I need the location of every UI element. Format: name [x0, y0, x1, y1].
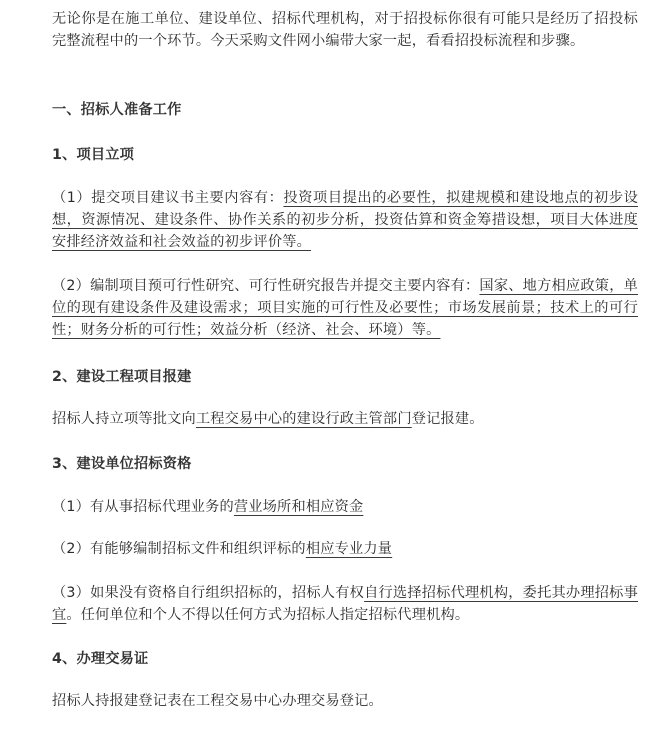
paragraph-text: （2）编制项目预可行性研究、可行性研究报告并提交主要内容有：: [52, 278, 480, 294]
paragraph-text: （3）如果没有资格自行组织招标的，招标人有权: [52, 585, 365, 601]
paragraph-text: （1）有从事招标代理业务的: [52, 499, 234, 515]
subsection-title-project-approval: 1、项目立项: [52, 147, 135, 163]
subsection-title-trade-certificate: 4、办理交易证: [52, 651, 149, 667]
underlined-text: 相应专业力量: [305, 541, 393, 557]
paragraph-text: （1）提交项目建议书主要内容有：: [52, 190, 284, 206]
paragraph-text: 。任何单位和个人不得以任何方式为招标人指定招标代理机构。: [66, 607, 470, 623]
paragraph-text: （2）有能够编制招标文件和组织评标的: [52, 541, 306, 557]
paragraph-registration: [52, 408, 638, 430]
underlined-text: 国家、地方相应政策，单位的现有建设条件及建设需求；项目实施的可行性及必要性；市场发展前景；技术上的可行性；财务分析的可行性；效益分析（经济、社会、环境）等。: [52, 278, 639, 338]
underlined-text: 营业场所和相应资金: [233, 499, 364, 515]
paragraph-trade-certificate: 招标人持报建登记表在工程交易中心办理交易登记。: [52, 693, 383, 709]
paragraph-qualification-1: [52, 496, 638, 518]
paragraph-text: 招标人持立项等批文向: [52, 411, 196, 427]
paragraph-text: 登记报建。: [411, 411, 484, 427]
subsection-title-qualification: 3、建设单位招标资格: [52, 456, 192, 472]
paragraph-feasibility-study: [52, 275, 638, 341]
underlined-text: 投资项目提出的必要性，拟建规模和建设地点的初步设想，资源情况、建设条件、协作关系的初步分析，投资估算和资金筹措设想，项目大体进度安排经济效益和社会效益的初步评价等。: [52, 190, 638, 250]
underlined-text: 自行选择招标代理机构，委托其办理招标事宜: [52, 585, 638, 623]
section-title: 一、招标人准备工作: [52, 102, 182, 118]
paragraph-qualification-3: [52, 582, 638, 626]
paragraph-qualification-2: [52, 538, 638, 560]
subsection-title-registration: 2、建设工程项目报建: [52, 369, 192, 385]
paragraph-project-proposal: [52, 187, 638, 253]
underlined-text: 工程交易中心的建设行政主管部门: [195, 411, 412, 427]
intro-paragraph: 无论你是在施工单位、建设单位、招标代理机构，对于招投标你很有可能只是经历了招投标完整流程中的一个环节。今天采购文件网小编带大家一起，看看招投标流程和步骤。: [52, 11, 638, 49]
